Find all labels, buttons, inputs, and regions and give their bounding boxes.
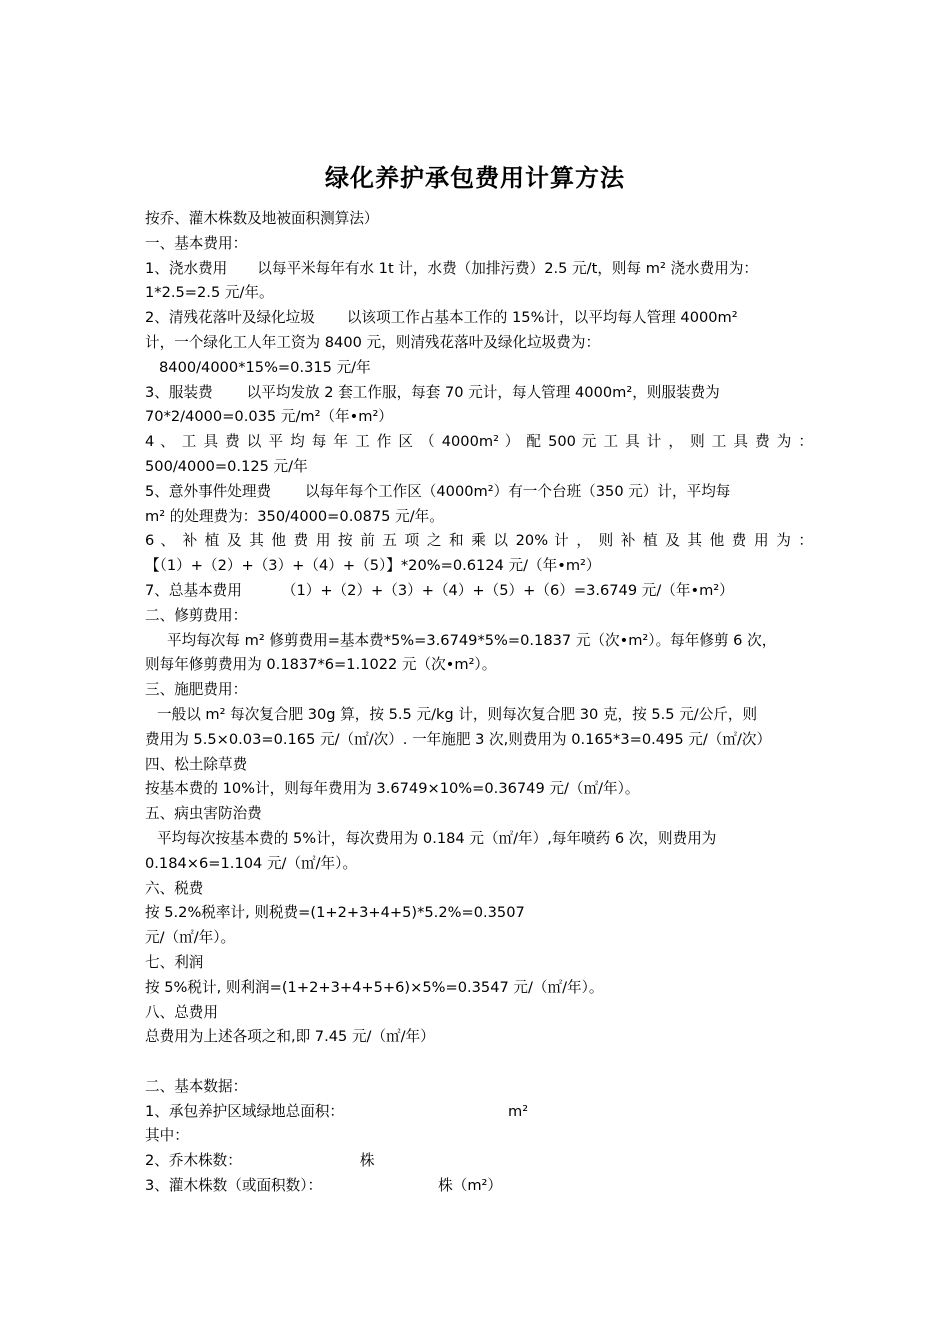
blank-line (145, 1050, 813, 1075)
section-heading: 一、基本费用： (145, 234, 248, 252)
field-unit: m² (508, 1102, 529, 1120)
document-body (145, 207, 813, 1199)
section-heading: 七、利润 (145, 953, 204, 971)
section-heading: 八、总费用 (145, 1003, 218, 1021)
item-label: 1、浇水费用 (145, 259, 228, 277)
item-line: 4 、 工 具 费 以 平 均 每 年 工 作 区 （ 4000m² ） 配 500 元 工 具 计 ， 则 工 具 费 为 ： (145, 433, 813, 451)
paragraph-line: 计，一个绿化工人年工资为 8400 元，则清残花落叶及绿化垃圾费为： (145, 333, 601, 351)
document-title: 绿化养护承包费用计算方法 (325, 164, 625, 192)
item-label: 2、清残花落叶及绿化垃圾 (145, 309, 315, 327)
paragraph-line: 【（1）+（2）+（3）+（4）+（5）】*20%=0.6124 元/（年•m²） (145, 557, 601, 575)
item-line (145, 257, 813, 282)
section-heading: 二、基本数据： (145, 1077, 248, 1095)
form-line (145, 1149, 813, 1174)
paragraph-line: 则每年修剪费用为 0.1837*6=1.1022 元（次•m²）。 (145, 656, 497, 674)
form-line (145, 1174, 813, 1199)
paragraph-line: 70*2/4000=0.035 元/m²（年•m²） (145, 408, 393, 426)
field-unit: 株（m²） (438, 1177, 502, 1195)
item-line (145, 480, 813, 505)
item-label: 3、服装费 (145, 383, 213, 401)
field-label: 3、灌木株数（或面积数）： (145, 1177, 323, 1195)
item-line: 6 、 补 植 及 其 他 费 用 按 前 五 项 之 和 乘 以 20% 计 ， 则 补 植 及 其 他 费 用 为 ： (145, 532, 813, 550)
paragraph-line: 其中： (145, 1127, 189, 1145)
item-text: 以平均发放 2 套工作服，每套 70 元计，每人管理 4000m²，则服装费为 (246, 383, 720, 401)
item-text: 以该项工作占基本工作的 15%计，以平均每人管理 4000m² (346, 309, 738, 327)
paragraph-line: 总费用为上述各项之和,即 7.45 元/（㎡/年） (145, 1028, 435, 1046)
paragraph-line: 0.184×6=1.104 元/（㎡/年）。 (145, 854, 358, 872)
item-line (145, 306, 813, 331)
paragraph-line: 元/（㎡/年）。 (145, 929, 236, 947)
item-text: 以每年每个工作区（4000m²）有一个台班（350 元）计，平均每 (305, 482, 731, 500)
paragraph-line: 1*2.5=2.5 元/年。 (145, 284, 274, 302)
paragraph-line: 平均每次按基本费的 5%计，每次费用为 0.184 元（㎡/年）,每年喷药 6 次，则费用为 (157, 829, 717, 847)
item-label: 7、总基本费用 (145, 581, 242, 599)
section-heading: 三、施肥费用： (145, 681, 248, 699)
paragraph-line: 按基本费的 10%计，则每年费用为 3.6749×10%=0.36749 元/（㎡/年）。 (145, 780, 640, 798)
field-label: 1、承包养护区域绿地总面积： (145, 1102, 345, 1120)
paragraph-line: 500/4000=0.125 元/年 (145, 457, 308, 475)
paragraph-line: 一般以 m² 每次复合肥 30g 算，按 5.5 元/kg 计，则每次复合肥 30 克，按 5.5 元/公斤，则 (157, 705, 758, 723)
paragraph-line: 费用为 5.5×0.03=0.165 元/（㎡/次）. 一年施肥 3 次,则费用为 0.165*3=0.495 元/（㎡/次） (145, 730, 772, 748)
item-line (145, 579, 813, 604)
item-text: （1）+（2）+（3）+（4）+（5）+（6）=3.6749 元/（年•m²） (281, 581, 734, 599)
form-line (145, 1100, 813, 1125)
section-heading: 五、病虫害防治费 (145, 805, 262, 823)
paragraph-line: 平均每次每 m² 修剪费用=基本费*5%=3.6749*5%=0.1837 元（次•m²）。每年修剪 6 次， (167, 631, 777, 649)
item-text: 以每平米每年有水 1t 计，水费（加排污费）2.5 元/t，则每 m² 浇水费用为： (257, 259, 759, 277)
section-heading: 四、松土除草费 (145, 755, 248, 773)
field-label: 2、乔木株数： (145, 1152, 242, 1170)
paragraph-line: 按 5%税计, 则利润=(1+2+3+4+5+6)×5%=0.3547 元/（㎡/年）。 (145, 978, 604, 996)
item-label: 5、意外事件处理费 (145, 482, 272, 500)
paragraph-line: 按 5.2%税率计, 则税费=(1+2+3+4+5)*5.2%=0.3507 (145, 904, 525, 922)
section-heading: 二、修剪费用： (145, 606, 248, 624)
item-line (145, 381, 813, 406)
paragraph-line: m² 的处理费为：350/4000=0.0875 元/年。 (145, 507, 444, 525)
section-heading: 六、税费 (145, 879, 204, 897)
paragraph-line: 8400/4000*15%=0.315 元/年 (159, 358, 371, 376)
paragraph-line: 按乔、灌木株数及地被面积测算法） (145, 210, 379, 227)
field-unit: 株 (359, 1152, 375, 1170)
